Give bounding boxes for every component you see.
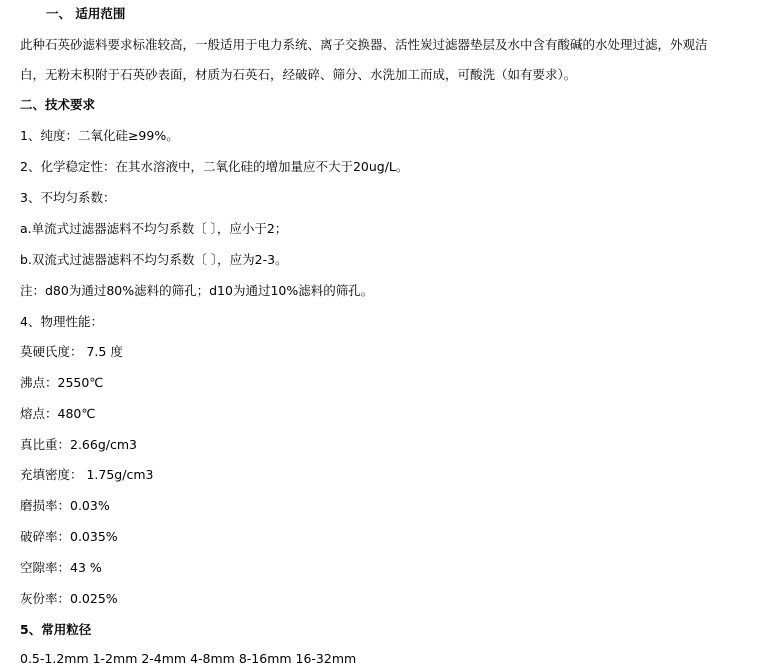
particle-sizes-list: 0.5-1.2mm 1-2mm 2-4mm 4-8mm 8-16mm 16-32mm (20, 651, 357, 666)
chemical-stability-item: 2、化学稳定性：在其水溶液中，二氧化硅的增加量应不大于20ug/L。 (20, 159, 409, 174)
boiling-point-value: 沸点：2550℃ (20, 375, 104, 390)
section1-heading: 一、 适用范围 (46, 6, 126, 21)
section1-paragraph-line1: 此种石英砂滤料要求标准较高，一般适用于电力系统、离子交换器、活性炭过滤器垫层及水中含有酸碱的水处理过滤，外观洁 (20, 37, 708, 52)
wear-rate-value: 磨损率：0.03% (20, 498, 110, 513)
ash-content-value: 灰份率：0.025% (20, 591, 118, 606)
hardness-value: 莫硬氏度： 7.5 度 (20, 344, 123, 359)
section1-paragraph-line2: 白，无粉末积附于石英砂表面，材质为石英石，经破碎、筛分、水洗加工而成，可酸洗（如有要求）。 (20, 67, 577, 82)
purity-item: 1、纯度：二氧化硅≥99%。 (20, 128, 179, 143)
single-flow-filter-item: a.单流式过滤器滤料不均匀系数〔 〕，应小于2； (20, 221, 288, 236)
dual-flow-filter-item: b.双流式过滤器滤料不均匀系数〔 〕，应为2-3。 (20, 252, 288, 267)
melting-point-value: 熔点：480℃ (20, 406, 96, 421)
section2-heading: 二、技术要求 (20, 97, 96, 112)
section5-heading: 5、常用粒径 (20, 622, 92, 637)
packing-density-value: 充填密度： 1.75g/cm3 (20, 467, 154, 482)
physical-properties-item: 4、物理性能： (20, 314, 103, 329)
void-ratio-value: 空隙率：43 % (20, 560, 102, 575)
uniformity-coefficient-item: 3、不均匀系数： (20, 190, 116, 205)
note-text: 注：d80为通过80%滤料的筛孔；d10为通过10%滤料的筛孔。 (20, 283, 374, 298)
crush-rate-value: 破碎率：0.035% (20, 529, 118, 544)
true-density-value: 真比重：2.66g/cm3 (20, 437, 137, 452)
